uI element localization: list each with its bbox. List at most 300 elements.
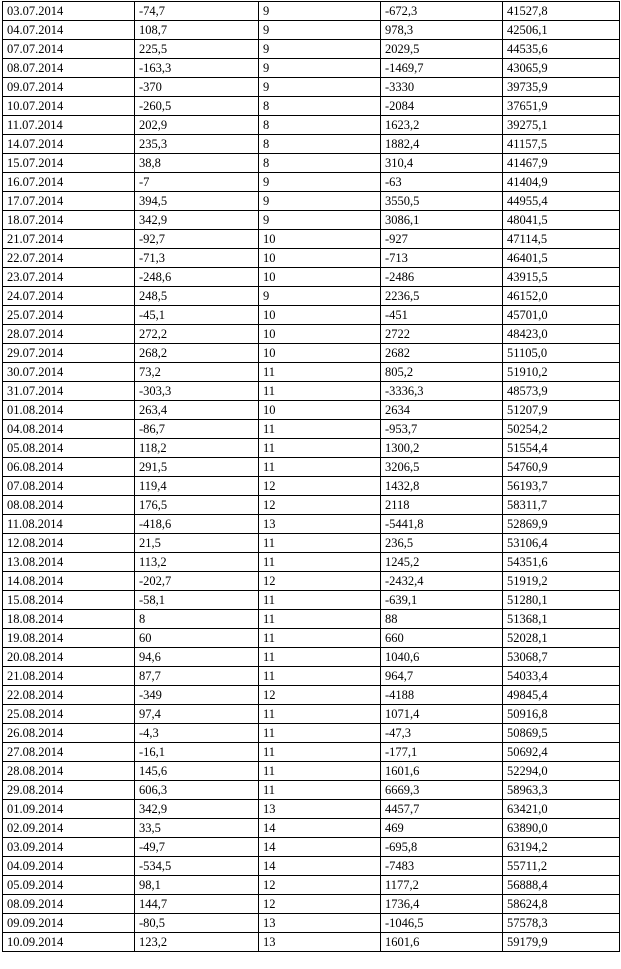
change-cell: -49,7 bbox=[135, 838, 259, 857]
amount-cell: 1601,6 bbox=[381, 762, 503, 781]
change-cell: 38,8 bbox=[135, 154, 259, 173]
change-cell: 268,2 bbox=[135, 344, 259, 363]
count-cell: 9 bbox=[259, 287, 381, 306]
total-cell: 54351,6 bbox=[503, 553, 620, 572]
amount-cell: 469 bbox=[381, 819, 503, 838]
change-cell: 94,6 bbox=[135, 648, 259, 667]
date-cell: 07.08.2014 bbox=[3, 477, 135, 496]
table-row bbox=[3, 724, 620, 743]
amount-cell: -3330 bbox=[381, 78, 503, 97]
change-cell: -16,1 bbox=[135, 743, 259, 762]
count-cell: 11 bbox=[259, 781, 381, 800]
date-cell: 03.09.2014 bbox=[3, 838, 135, 857]
count-cell: 10 bbox=[259, 325, 381, 344]
amount-cell: 2118 bbox=[381, 496, 503, 515]
total-cell: 51105,0 bbox=[503, 344, 620, 363]
change-cell: 73,2 bbox=[135, 363, 259, 382]
count-cell: 13 bbox=[259, 933, 381, 952]
table-row bbox=[3, 78, 620, 97]
count-cell: 9 bbox=[259, 211, 381, 230]
count-cell: 12 bbox=[259, 686, 381, 705]
date-cell: 08.09.2014 bbox=[3, 895, 135, 914]
change-cell: -370 bbox=[135, 78, 259, 97]
table-row bbox=[3, 572, 620, 591]
total-cell: 51368,1 bbox=[503, 610, 620, 629]
date-cell: 01.09.2014 bbox=[3, 800, 135, 819]
amount-cell: 1040,6 bbox=[381, 648, 503, 667]
table-row bbox=[3, 648, 620, 667]
total-cell: 51280,1 bbox=[503, 591, 620, 610]
total-cell: 42506,1 bbox=[503, 21, 620, 40]
amount-cell: -5441,8 bbox=[381, 515, 503, 534]
total-cell: 56193,7 bbox=[503, 477, 620, 496]
amount-cell: -713 bbox=[381, 249, 503, 268]
total-cell: 48041,5 bbox=[503, 211, 620, 230]
table-row bbox=[3, 705, 620, 724]
date-cell: 11.07.2014 bbox=[3, 116, 135, 135]
total-cell: 51910,2 bbox=[503, 363, 620, 382]
table-row bbox=[3, 743, 620, 762]
amount-cell: -672,3 bbox=[381, 2, 503, 21]
total-cell: 52028,1 bbox=[503, 629, 620, 648]
date-cell: 21.08.2014 bbox=[3, 667, 135, 686]
date-cell: 09.07.2014 bbox=[3, 78, 135, 97]
table-row bbox=[3, 382, 620, 401]
count-cell: 8 bbox=[259, 154, 381, 173]
count-cell: 12 bbox=[259, 876, 381, 895]
date-cell: 21.07.2014 bbox=[3, 230, 135, 249]
date-cell: 28.07.2014 bbox=[3, 325, 135, 344]
date-cell: 06.08.2014 bbox=[3, 458, 135, 477]
amount-cell: 1736,4 bbox=[381, 895, 503, 914]
count-cell: 12 bbox=[259, 496, 381, 515]
table-row bbox=[3, 173, 620, 192]
date-cell: 04.08.2014 bbox=[3, 420, 135, 439]
table-row bbox=[3, 762, 620, 781]
count-cell: 13 bbox=[259, 800, 381, 819]
table-row bbox=[3, 154, 620, 173]
count-cell: 9 bbox=[259, 2, 381, 21]
total-cell: 41157,5 bbox=[503, 135, 620, 154]
table-row bbox=[3, 838, 620, 857]
change-cell: -202,7 bbox=[135, 572, 259, 591]
amount-cell: 1432,8 bbox=[381, 477, 503, 496]
count-cell: 14 bbox=[259, 838, 381, 857]
table-row bbox=[3, 420, 620, 439]
change-cell: -349 bbox=[135, 686, 259, 705]
change-cell: 272,2 bbox=[135, 325, 259, 344]
table-row bbox=[3, 534, 620, 553]
total-cell: 58311,7 bbox=[503, 496, 620, 515]
amount-cell: 3550,5 bbox=[381, 192, 503, 211]
amount-cell: 4457,7 bbox=[381, 800, 503, 819]
change-cell: 8 bbox=[135, 610, 259, 629]
date-cell: 11.08.2014 bbox=[3, 515, 135, 534]
total-cell: 41404,9 bbox=[503, 173, 620, 192]
count-cell: 12 bbox=[259, 572, 381, 591]
change-cell: -45,1 bbox=[135, 306, 259, 325]
total-cell: 46401,5 bbox=[503, 249, 620, 268]
change-cell: 342,9 bbox=[135, 800, 259, 819]
count-cell: 11 bbox=[259, 743, 381, 762]
count-cell: 9 bbox=[259, 21, 381, 40]
total-cell: 50254,2 bbox=[503, 420, 620, 439]
change-cell: 60 bbox=[135, 629, 259, 648]
date-cell: 15.08.2014 bbox=[3, 591, 135, 610]
amount-cell: 3206,5 bbox=[381, 458, 503, 477]
amount-cell: -3336,3 bbox=[381, 382, 503, 401]
amount-cell: 660 bbox=[381, 629, 503, 648]
date-cell: 05.09.2014 bbox=[3, 876, 135, 895]
date-cell: 13.08.2014 bbox=[3, 553, 135, 572]
date-cell: 17.07.2014 bbox=[3, 192, 135, 211]
amount-cell: -1046,5 bbox=[381, 914, 503, 933]
total-cell: 41467,9 bbox=[503, 154, 620, 173]
total-cell: 59179,9 bbox=[503, 933, 620, 952]
total-cell: 45701,0 bbox=[503, 306, 620, 325]
table-row bbox=[3, 21, 620, 40]
change-cell: -58,1 bbox=[135, 591, 259, 610]
change-cell: 606,3 bbox=[135, 781, 259, 800]
count-cell: 8 bbox=[259, 116, 381, 135]
count-cell: 11 bbox=[259, 705, 381, 724]
change-cell: 119,4 bbox=[135, 477, 259, 496]
date-cell: 03.07.2014 bbox=[3, 2, 135, 21]
table-row bbox=[3, 287, 620, 306]
total-cell: 44955,4 bbox=[503, 192, 620, 211]
date-cell: 29.07.2014 bbox=[3, 344, 135, 363]
count-cell: 12 bbox=[259, 477, 381, 496]
total-cell: 39735,9 bbox=[503, 78, 620, 97]
count-cell: 11 bbox=[259, 629, 381, 648]
table-row bbox=[3, 800, 620, 819]
count-cell: 8 bbox=[259, 135, 381, 154]
date-cell: 14.07.2014 bbox=[3, 135, 135, 154]
count-cell: 11 bbox=[259, 610, 381, 629]
total-cell: 56888,4 bbox=[503, 876, 620, 895]
change-cell: -86,7 bbox=[135, 420, 259, 439]
count-cell: 8 bbox=[259, 97, 381, 116]
table-row bbox=[3, 211, 620, 230]
date-cell: 30.07.2014 bbox=[3, 363, 135, 382]
change-cell: 123,2 bbox=[135, 933, 259, 952]
change-cell: -7 bbox=[135, 173, 259, 192]
total-cell: 51554,4 bbox=[503, 439, 620, 458]
count-cell: 14 bbox=[259, 819, 381, 838]
total-cell: 57578,3 bbox=[503, 914, 620, 933]
amount-cell: -2432,4 bbox=[381, 572, 503, 591]
count-cell: 10 bbox=[259, 268, 381, 287]
amount-cell: -177,1 bbox=[381, 743, 503, 762]
amount-cell: 2236,5 bbox=[381, 287, 503, 306]
table-row bbox=[3, 895, 620, 914]
count-cell: 11 bbox=[259, 667, 381, 686]
count-cell: 10 bbox=[259, 306, 381, 325]
date-cell: 24.07.2014 bbox=[3, 287, 135, 306]
change-cell: 21,5 bbox=[135, 534, 259, 553]
total-cell: 51207,9 bbox=[503, 401, 620, 420]
table-row bbox=[3, 306, 620, 325]
table-row bbox=[3, 40, 620, 59]
count-cell: 11 bbox=[259, 439, 381, 458]
amount-cell: 1300,2 bbox=[381, 439, 503, 458]
total-cell: 44535,6 bbox=[503, 40, 620, 59]
amount-cell: 2682 bbox=[381, 344, 503, 363]
total-cell: 49845,4 bbox=[503, 686, 620, 705]
count-cell: 11 bbox=[259, 458, 381, 477]
table-row bbox=[3, 59, 620, 78]
table-row bbox=[3, 553, 620, 572]
change-cell: -92,7 bbox=[135, 230, 259, 249]
date-cell: 22.08.2014 bbox=[3, 686, 135, 705]
table-row bbox=[3, 268, 620, 287]
total-cell: 53068,7 bbox=[503, 648, 620, 667]
table-row bbox=[3, 629, 620, 648]
date-cell: 01.08.2014 bbox=[3, 401, 135, 420]
date-cell: 18.08.2014 bbox=[3, 610, 135, 629]
total-cell: 39275,1 bbox=[503, 116, 620, 135]
change-cell: 144,7 bbox=[135, 895, 259, 914]
date-cell: 18.07.2014 bbox=[3, 211, 135, 230]
change-cell: 97,4 bbox=[135, 705, 259, 724]
table-row bbox=[3, 610, 620, 629]
amount-cell: -47,3 bbox=[381, 724, 503, 743]
date-cell: 26.08.2014 bbox=[3, 724, 135, 743]
change-cell: 33,5 bbox=[135, 819, 259, 838]
change-cell: -4,3 bbox=[135, 724, 259, 743]
table-row bbox=[3, 781, 620, 800]
change-cell: -74,7 bbox=[135, 2, 259, 21]
table-row bbox=[3, 363, 620, 382]
table-row bbox=[3, 344, 620, 363]
total-cell: 63421,0 bbox=[503, 800, 620, 819]
amount-cell: 88 bbox=[381, 610, 503, 629]
table-row bbox=[3, 686, 620, 705]
total-cell: 55711,2 bbox=[503, 857, 620, 876]
amount-cell: -2486 bbox=[381, 268, 503, 287]
amount-cell: 2029,5 bbox=[381, 40, 503, 59]
amount-cell: 964,7 bbox=[381, 667, 503, 686]
change-cell: 394,5 bbox=[135, 192, 259, 211]
amount-cell: 1623,2 bbox=[381, 116, 503, 135]
count-cell: 9 bbox=[259, 59, 381, 78]
change-cell: 108,7 bbox=[135, 21, 259, 40]
amount-cell: -4188 bbox=[381, 686, 503, 705]
total-cell: 50692,4 bbox=[503, 743, 620, 762]
change-cell: 225,5 bbox=[135, 40, 259, 59]
change-cell: -71,3 bbox=[135, 249, 259, 268]
change-cell: 263,4 bbox=[135, 401, 259, 420]
date-cell: 08.08.2014 bbox=[3, 496, 135, 515]
count-cell: 11 bbox=[259, 382, 381, 401]
date-cell: 02.09.2014 bbox=[3, 819, 135, 838]
date-cell: 16.07.2014 bbox=[3, 173, 135, 192]
date-cell: 22.07.2014 bbox=[3, 249, 135, 268]
date-cell: 19.08.2014 bbox=[3, 629, 135, 648]
amount-cell: -63 bbox=[381, 173, 503, 192]
date-cell: 10.09.2014 bbox=[3, 933, 135, 952]
date-cell: 25.08.2014 bbox=[3, 705, 135, 724]
table-row bbox=[3, 857, 620, 876]
table-row bbox=[3, 477, 620, 496]
count-cell: 11 bbox=[259, 363, 381, 382]
amount-cell: 1601,6 bbox=[381, 933, 503, 952]
count-cell: 13 bbox=[259, 515, 381, 534]
change-cell: -163,3 bbox=[135, 59, 259, 78]
table-row bbox=[3, 439, 620, 458]
amount-cell: 310,4 bbox=[381, 154, 503, 173]
change-cell: 176,5 bbox=[135, 496, 259, 515]
total-cell: 41527,8 bbox=[503, 2, 620, 21]
table-row bbox=[3, 135, 620, 154]
total-cell: 58624,8 bbox=[503, 895, 620, 914]
table-row bbox=[3, 515, 620, 534]
change-cell: -534,5 bbox=[135, 857, 259, 876]
total-cell: 63194,2 bbox=[503, 838, 620, 857]
amount-cell: -2084 bbox=[381, 97, 503, 116]
change-cell: -260,5 bbox=[135, 97, 259, 116]
change-cell: 145,6 bbox=[135, 762, 259, 781]
total-cell: 52869,9 bbox=[503, 515, 620, 534]
total-cell: 50916,8 bbox=[503, 705, 620, 724]
date-cell: 27.08.2014 bbox=[3, 743, 135, 762]
total-cell: 54760,9 bbox=[503, 458, 620, 477]
count-cell: 9 bbox=[259, 173, 381, 192]
table-row bbox=[3, 458, 620, 477]
change-cell: 113,2 bbox=[135, 553, 259, 572]
date-cell: 20.08.2014 bbox=[3, 648, 135, 667]
count-cell: 11 bbox=[259, 762, 381, 781]
table-row bbox=[3, 116, 620, 135]
date-cell: 12.08.2014 bbox=[3, 534, 135, 553]
count-cell: 10 bbox=[259, 401, 381, 420]
amount-cell: -927 bbox=[381, 230, 503, 249]
date-cell: 23.07.2014 bbox=[3, 268, 135, 287]
count-cell: 10 bbox=[259, 230, 381, 249]
amount-cell: 3086,1 bbox=[381, 211, 503, 230]
total-cell: 50869,5 bbox=[503, 724, 620, 743]
total-cell: 43915,5 bbox=[503, 268, 620, 287]
date-cell: 10.07.2014 bbox=[3, 97, 135, 116]
date-cell: 28.08.2014 bbox=[3, 762, 135, 781]
data-table bbox=[2, 1, 620, 952]
total-cell: 48573,9 bbox=[503, 382, 620, 401]
amount-cell: 1177,2 bbox=[381, 876, 503, 895]
total-cell: 47114,5 bbox=[503, 230, 620, 249]
table-row bbox=[3, 192, 620, 211]
date-cell: 05.08.2014 bbox=[3, 439, 135, 458]
count-cell: 11 bbox=[259, 724, 381, 743]
date-cell: 08.07.2014 bbox=[3, 59, 135, 78]
date-cell: 04.09.2014 bbox=[3, 857, 135, 876]
count-cell: 11 bbox=[259, 534, 381, 553]
amount-cell: 1071,4 bbox=[381, 705, 503, 724]
count-cell: 14 bbox=[259, 857, 381, 876]
count-cell: 10 bbox=[259, 344, 381, 363]
change-cell: 342,9 bbox=[135, 211, 259, 230]
amount-cell: -7483 bbox=[381, 857, 503, 876]
count-cell: 9 bbox=[259, 192, 381, 211]
count-cell: 9 bbox=[259, 40, 381, 59]
count-cell: 11 bbox=[259, 553, 381, 572]
amount-cell: -1469,7 bbox=[381, 59, 503, 78]
count-cell: 11 bbox=[259, 591, 381, 610]
table-row bbox=[3, 933, 620, 952]
total-cell: 63890,0 bbox=[503, 819, 620, 838]
change-cell: -248,6 bbox=[135, 268, 259, 287]
date-cell: 29.08.2014 bbox=[3, 781, 135, 800]
date-cell: 07.07.2014 bbox=[3, 40, 135, 59]
date-cell: 31.07.2014 bbox=[3, 382, 135, 401]
table-body bbox=[3, 2, 620, 952]
amount-cell: -451 bbox=[381, 306, 503, 325]
total-cell: 51919,2 bbox=[503, 572, 620, 591]
amount-cell: 2722 bbox=[381, 325, 503, 344]
date-cell: 25.07.2014 bbox=[3, 306, 135, 325]
amount-cell: 1882,4 bbox=[381, 135, 503, 154]
change-cell: -303,3 bbox=[135, 382, 259, 401]
table-row bbox=[3, 249, 620, 268]
total-cell: 48423,0 bbox=[503, 325, 620, 344]
change-cell: 202,9 bbox=[135, 116, 259, 135]
table-row bbox=[3, 591, 620, 610]
count-cell: 11 bbox=[259, 420, 381, 439]
amount-cell: 236,5 bbox=[381, 534, 503, 553]
date-cell: 14.08.2014 bbox=[3, 572, 135, 591]
table-row bbox=[3, 819, 620, 838]
total-cell: 37651,9 bbox=[503, 97, 620, 116]
total-cell: 46152,0 bbox=[503, 287, 620, 306]
date-cell: 09.09.2014 bbox=[3, 914, 135, 933]
amount-cell: -953,7 bbox=[381, 420, 503, 439]
table-row bbox=[3, 914, 620, 933]
change-cell: -80,5 bbox=[135, 914, 259, 933]
count-cell: 11 bbox=[259, 648, 381, 667]
table-row bbox=[3, 401, 620, 420]
total-cell: 43065,9 bbox=[503, 59, 620, 78]
amount-cell: -695,8 bbox=[381, 838, 503, 857]
amount-cell: 805,2 bbox=[381, 363, 503, 382]
amount-cell: 978,3 bbox=[381, 21, 503, 40]
table-row bbox=[3, 496, 620, 515]
change-cell: 87,7 bbox=[135, 667, 259, 686]
table-row bbox=[3, 230, 620, 249]
total-cell: 54033,4 bbox=[503, 667, 620, 686]
change-cell: 235,3 bbox=[135, 135, 259, 154]
amount-cell: -639,1 bbox=[381, 591, 503, 610]
change-cell: 291,5 bbox=[135, 458, 259, 477]
count-cell: 9 bbox=[259, 78, 381, 97]
change-cell: 248,5 bbox=[135, 287, 259, 306]
count-cell: 12 bbox=[259, 895, 381, 914]
amount-cell: 1245,2 bbox=[381, 553, 503, 572]
date-cell: 15.07.2014 bbox=[3, 154, 135, 173]
total-cell: 52294,0 bbox=[503, 762, 620, 781]
table-row bbox=[3, 325, 620, 344]
table-row bbox=[3, 876, 620, 895]
date-cell: 04.07.2014 bbox=[3, 21, 135, 40]
table-row bbox=[3, 667, 620, 686]
change-cell: 98,1 bbox=[135, 876, 259, 895]
change-cell: -418,6 bbox=[135, 515, 259, 534]
total-cell: 53106,4 bbox=[503, 534, 620, 553]
total-cell: 58963,3 bbox=[503, 781, 620, 800]
amount-cell: 2634 bbox=[381, 401, 503, 420]
change-cell: 118,2 bbox=[135, 439, 259, 458]
table-row bbox=[3, 97, 620, 116]
count-cell: 13 bbox=[259, 914, 381, 933]
amount-cell: 6669,3 bbox=[381, 781, 503, 800]
